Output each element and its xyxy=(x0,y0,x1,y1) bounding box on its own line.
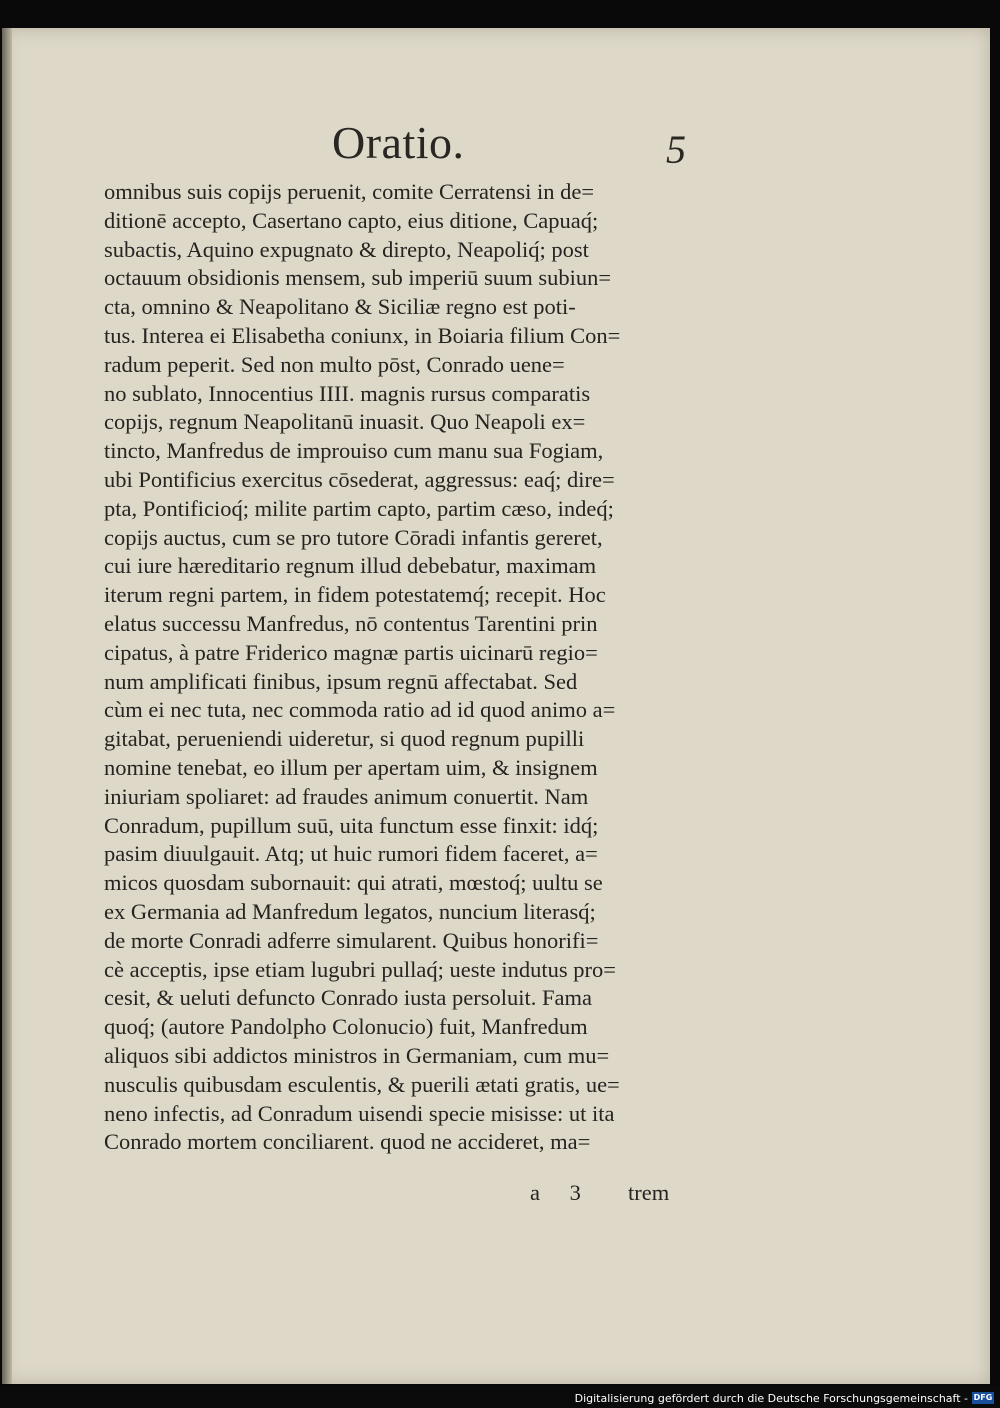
text-line: tincto, Manfredus de improuiso cum manu sua Fogiam, xyxy=(104,438,604,464)
text-line: Conradum, pupillum suū, uita functum esse finxit: idq́; xyxy=(104,812,599,838)
text-line: nusculis quibusdam esculentis, & puerili ætati gratis, ue= xyxy=(104,1071,620,1097)
text-line: ubi Pontificius exercitus cōsederat, aggressus: eaq́; dire= xyxy=(104,466,615,492)
page-header xyxy=(332,116,712,186)
text-line: gitabat, perueniendi uideretur, si quod regnum pupilli xyxy=(104,726,585,752)
text-line: no sublato, Innocentius IIII. magnis rursus comparatis xyxy=(104,380,591,406)
text-line: cesit, & ueluti defuncto Conrado iusta persoluit. Fama xyxy=(104,985,593,1011)
text-line: Conrado mortem conciliarent. quod ne accideret, ma= xyxy=(104,1129,591,1155)
attribution-text: Digitalisierung gefördert durch die Deutsche Forschungsgemeinschaft - xyxy=(574,1391,968,1405)
text-line: nomine tenebat, eo illum per apertam uim, & insignem xyxy=(104,754,598,780)
text-line: cui iure hæreditario regnum illud debebatur, maximam xyxy=(104,553,597,579)
text-line: elatus successu Manfredus, nō contentus Tarentini prin xyxy=(104,610,598,636)
text-line: omnibus suis copijs peruenit, comite Cerratensi in de= xyxy=(104,179,595,204)
text-line: copijs, regnum Neapolitanū inuasit. Quo Neapoli ex= xyxy=(104,409,586,435)
book-page xyxy=(2,28,990,1384)
text-line: octauum obsidionis mensem, sub imperiū suum subiun= xyxy=(104,265,612,291)
text-line: cta, omnino & Neapolitano & Siciliæ regno est poti- xyxy=(104,294,576,320)
page-number: 5 xyxy=(666,127,686,172)
text-line: iterum regni partem, in fidem potestatemq́; recepit. Hoc xyxy=(104,582,606,608)
text-line: pta, Pontificioq́; milite partim capto, partim cæso, indeq́; xyxy=(104,495,614,521)
text-line: cùm ei nec tuta, nec commoda ratio ad id quod animo a= xyxy=(104,697,616,723)
text-line: copijs auctus, cum se pro tutore Cōradi infantis gereret, xyxy=(104,524,603,550)
page-binding-edge xyxy=(2,28,12,1384)
text-line: ditionē accepto, Casertano capto, eius ditione, Capuaq́; xyxy=(104,207,599,233)
text-line: iniuriam spoliaret: ad fraudes animum conuertit. Nam xyxy=(104,783,589,809)
text-line: micos quosdam subornauit: qui atrati, mœstoq́; uultu se xyxy=(104,870,603,896)
text-line: tus. Interea ei Elisabetha coniunx, in Boiaria filium Con= xyxy=(104,322,621,348)
text-line: radum peperit. Sed non multo pōst, Conrado uene= xyxy=(104,351,565,377)
attribution-footer xyxy=(575,1390,994,1406)
text-line: de morte Conradi adferre simularent. Quibus honorifi= xyxy=(104,927,599,953)
text-line: cipatus, à patre Friderico magnæ partis uicinarū regio= xyxy=(104,639,598,665)
text-line: ex Germania ad Manfredum legatos, nuncium literasq́; xyxy=(104,898,596,924)
signature-mark: a 3 xyxy=(530,1180,593,1205)
page-footer xyxy=(104,1180,684,1210)
text-line: neno infectis, ad Conradum uisendi specie misisse: ut ita xyxy=(104,1100,615,1126)
running-title: Oratio. xyxy=(332,117,465,168)
body-text xyxy=(104,178,684,1157)
catchword: trem xyxy=(628,1180,670,1205)
text-line: subactis, Aquino expugnato & direpto, Neapoliq́; post xyxy=(104,236,589,262)
dfg-logo-icon: DFG xyxy=(973,1393,993,1402)
text-line: num amplificati finibus, ipsum regnū affectabat. Sed xyxy=(104,668,578,694)
text-line: quoq́; (autore Pandolpho Colonucio) fuit, Manfredum xyxy=(104,1014,588,1040)
text-line: pasim diuulgauit. Atq; ut huic rumori fidem faceret, a= xyxy=(104,841,598,867)
text-line: cè acceptis, ipse etiam lugubri pullaq́; ueste indutus pro= xyxy=(104,956,616,982)
text-line: aliquos sibi addictos ministros in Germaniam, cum mu= xyxy=(104,1042,610,1068)
